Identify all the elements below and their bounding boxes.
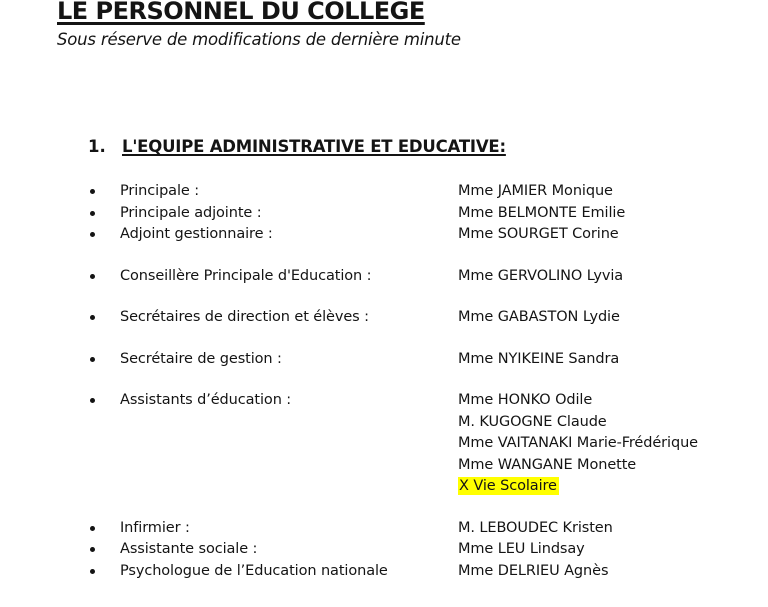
value-text: Mme SOURGET Corine [458,226,619,242]
bullet-icon [88,181,120,194]
bullet-icon [88,307,120,320]
row-label: Principale adjointe : [120,204,262,221]
section-number: 1. [88,137,106,156]
row-values [458,266,768,288]
row-value [458,561,768,583]
bullet-icon [88,224,120,237]
personnel-group [88,266,768,288]
bullet-dot-icon [90,315,95,320]
value-text: Mme WANGANE Monette [458,456,637,473]
personnel-group [88,181,768,246]
personnel-group [88,349,768,371]
document-title: LE PERSONNEL DU COLLEGE [57,0,425,25]
row-value [458,203,768,225]
bullet-icon [88,539,120,552]
row-label: Principale : [120,183,200,199]
personnel-list [88,181,768,582]
row-value [458,433,768,455]
document-subtitle: Sous réserve de modifications de dernière minute [57,30,461,49]
row-value [458,181,768,203]
value-text: Mme LEU Lindsay [458,541,585,557]
personnel-row [88,266,768,288]
section-title: L'EQUIPE ADMINISTRATIVE ET EDUCATIVE: [122,137,506,156]
row-value [458,455,768,477]
value-text: Mme BELMONTE Emilie [458,204,626,221]
value-text: Mme NYIKEINE Sandra [458,350,620,367]
bullet-icon [88,349,120,362]
value-text: Mme GABASTON Lydie [458,309,620,325]
personnel-row [88,307,768,329]
row-label: Assistante sociale : [120,541,258,557]
personnel-row [88,539,768,561]
value-text: Mme VAITANAKI Marie-Frédérique [458,435,698,451]
row-value [458,349,768,371]
row-values [458,307,768,329]
row-value [458,412,768,434]
bullet-icon [88,561,120,574]
bullet-dot-icon [90,211,95,216]
personnel-group [88,307,768,329]
row-values [458,349,768,371]
row-value [458,476,768,498]
row-label: Infirmier : [120,519,190,536]
bullet-dot-icon [90,189,95,194]
row-value [458,390,768,412]
row-value [458,539,768,561]
personnel-row [88,203,768,225]
value-text: Mme DELRIEU Agnès [458,562,609,579]
row-label: Secrétaires de direction et élèves : [120,309,369,325]
personnel-row [88,518,768,540]
value-text: M. LEBOUDEC Kristen [458,519,613,536]
bullet-dot-icon [90,526,95,531]
highlighted-value: X Vie Scolaire [459,478,557,494]
section-heading [57,136,768,158]
bullet-icon [88,518,120,531]
personnel-row [88,390,768,498]
row-values [458,203,768,225]
row-value [458,518,768,540]
row-label: Psychologue de l’Education nationale [120,562,388,579]
bullet-icon [88,203,120,216]
row-label: Secrétaire de gestion : [120,350,282,367]
personnel-group [88,390,768,498]
personnel-row [88,181,768,203]
value-text: M. KUGOGNE Claude [458,413,607,430]
row-values [458,390,768,498]
row-values [458,224,768,246]
bullet-dot-icon [90,569,95,574]
bullet-dot-icon [90,398,95,403]
value-text: Mme GERVOLINO Lyvia [458,267,624,284]
bullet-dot-icon [90,547,95,552]
row-value [458,266,768,288]
value-text: Mme HONKO Odile [458,392,593,408]
row-label: Assistants d’éducation : [120,392,292,408]
personnel-row [88,224,768,246]
personnel-row [88,561,768,583]
row-label: Adjoint gestionnaire : [120,226,273,242]
bullet-dot-icon [90,274,95,279]
row-value [458,224,768,246]
row-values [458,561,768,583]
row-values [458,539,768,561]
bullet-icon [88,266,120,279]
bullet-icon [88,390,120,403]
row-values [458,181,768,203]
row-value [458,307,768,329]
personnel-group [88,518,768,583]
row-label: Conseillère Principale d'Education : [120,267,372,284]
bullet-dot-icon [90,232,95,237]
personnel-row [88,349,768,371]
value-text: Mme JAMIER Monique [458,183,613,199]
bullet-dot-icon [90,357,95,362]
row-values [458,518,768,540]
